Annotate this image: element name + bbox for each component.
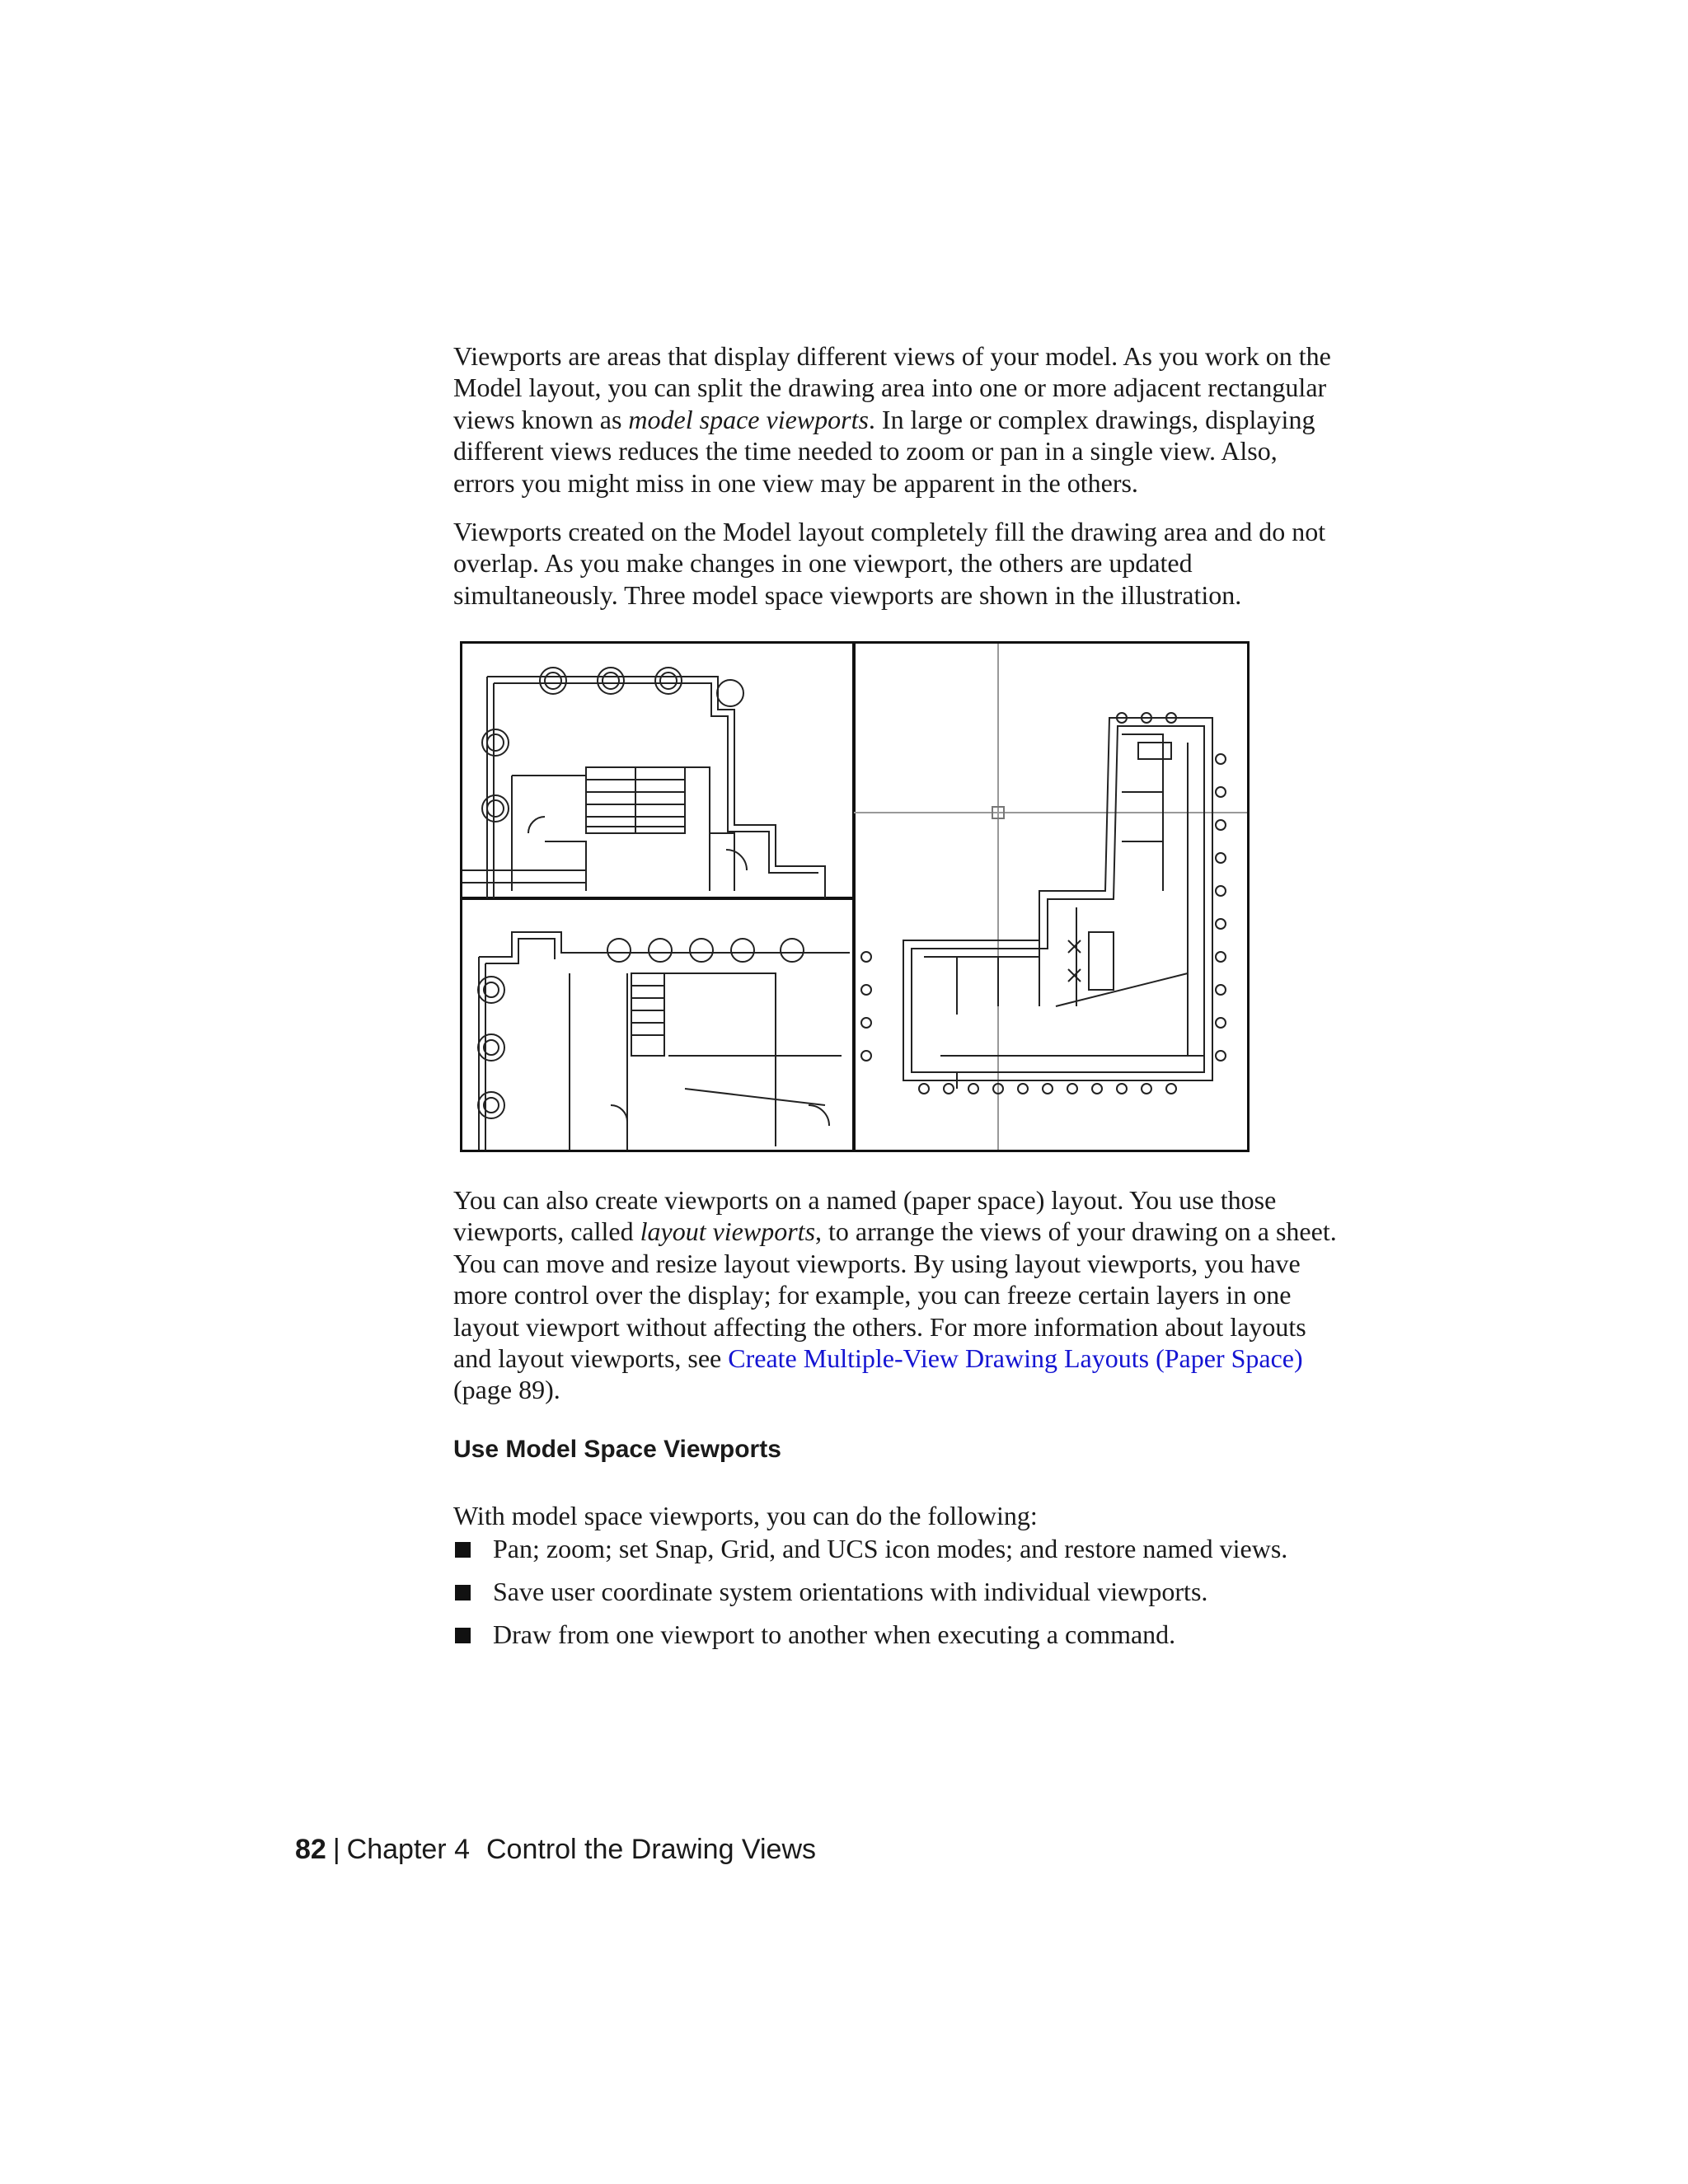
list-item-text: Save user coordinate system orientations with individual viewports. bbox=[493, 1577, 1208, 1606]
paragraph-viewports-intro bbox=[453, 340, 1343, 499]
list-item bbox=[453, 1576, 1360, 1619]
bullet-list bbox=[453, 1533, 1360, 1661]
p3-text-middle: , to arrange the views of your drawing on a sheet. You can move and resize layout viewports. By using layout viewports, you have more control over the display; for example, you can freeze certain layers in one layout viewport without affecting the others. For more information about layouts and layout viewports, see bbox=[453, 1216, 1337, 1374]
p3-text-start: You can also create viewports on a named (paper space) layout. You use those viewports, called bbox=[453, 1185, 1277, 1247]
bullet-square-icon bbox=[455, 1542, 471, 1558]
term-model-space-viewports: model space viewports bbox=[628, 404, 869, 434]
bullet-square-icon bbox=[455, 1628, 471, 1643]
section-heading: Use Model Space Viewports bbox=[453, 1436, 781, 1463]
floor-plan-drawing bbox=[462, 644, 1247, 1150]
link-create-multiple-view-layouts[interactable]: Create Multiple-View Drawing Layouts (Paper Space) bbox=[728, 1343, 1303, 1374]
term-layout-viewports: layout viewports bbox=[640, 1216, 816, 1247]
bullet-square-icon bbox=[455, 1585, 471, 1601]
list-item-text: Pan; zoom; set Snap, Grid, and UCS icon modes; and restore named views. bbox=[493, 1534, 1288, 1563]
footer-chapter-title: Control the Drawing Views bbox=[486, 1834, 816, 1865]
list-item-text: Draw from one viewport to another when executing a command. bbox=[493, 1619, 1176, 1649]
list-item bbox=[453, 1619, 1360, 1661]
paragraph-model-layout-viewports: Viewports created on the Model layout completely fill the drawing area and do not overlap. As you make changes in one viewport, the others are updated simultaneously. Three model space viewports are shown in the illustration. bbox=[453, 517, 1326, 610]
page-number: 82 bbox=[295, 1834, 326, 1865]
viewport-bottom-left bbox=[478, 932, 850, 1150]
column-circles bbox=[861, 713, 1226, 1094]
p3-text-end: (page 89). bbox=[453, 1375, 560, 1405]
paragraph-layout-viewports bbox=[453, 1184, 1343, 1406]
footer-separator: | bbox=[332, 1834, 340, 1865]
p1-text-end: . In large or complex drawings, displaying different views reduces the time needed to zoom or pan in a single view. Also, errors you might miss in one view may be apparent in the others. bbox=[453, 404, 1315, 498]
page-footer bbox=[295, 1833, 816, 1866]
list-item bbox=[453, 1533, 1360, 1576]
viewports-illustration bbox=[460, 641, 1250, 1152]
footer-chapter: Chapter 4 bbox=[346, 1834, 470, 1865]
viewport-right bbox=[854, 644, 1247, 1150]
viewport-top-left bbox=[462, 668, 825, 898]
section-intro: With model space viewports, you can do the following: bbox=[453, 1501, 1038, 1530]
p1-text-start: Viewports are areas that display different views of your model. As you work on the Model layout, you can split the drawing area into one or more adjacent rectangular views known as bbox=[453, 341, 1331, 434]
